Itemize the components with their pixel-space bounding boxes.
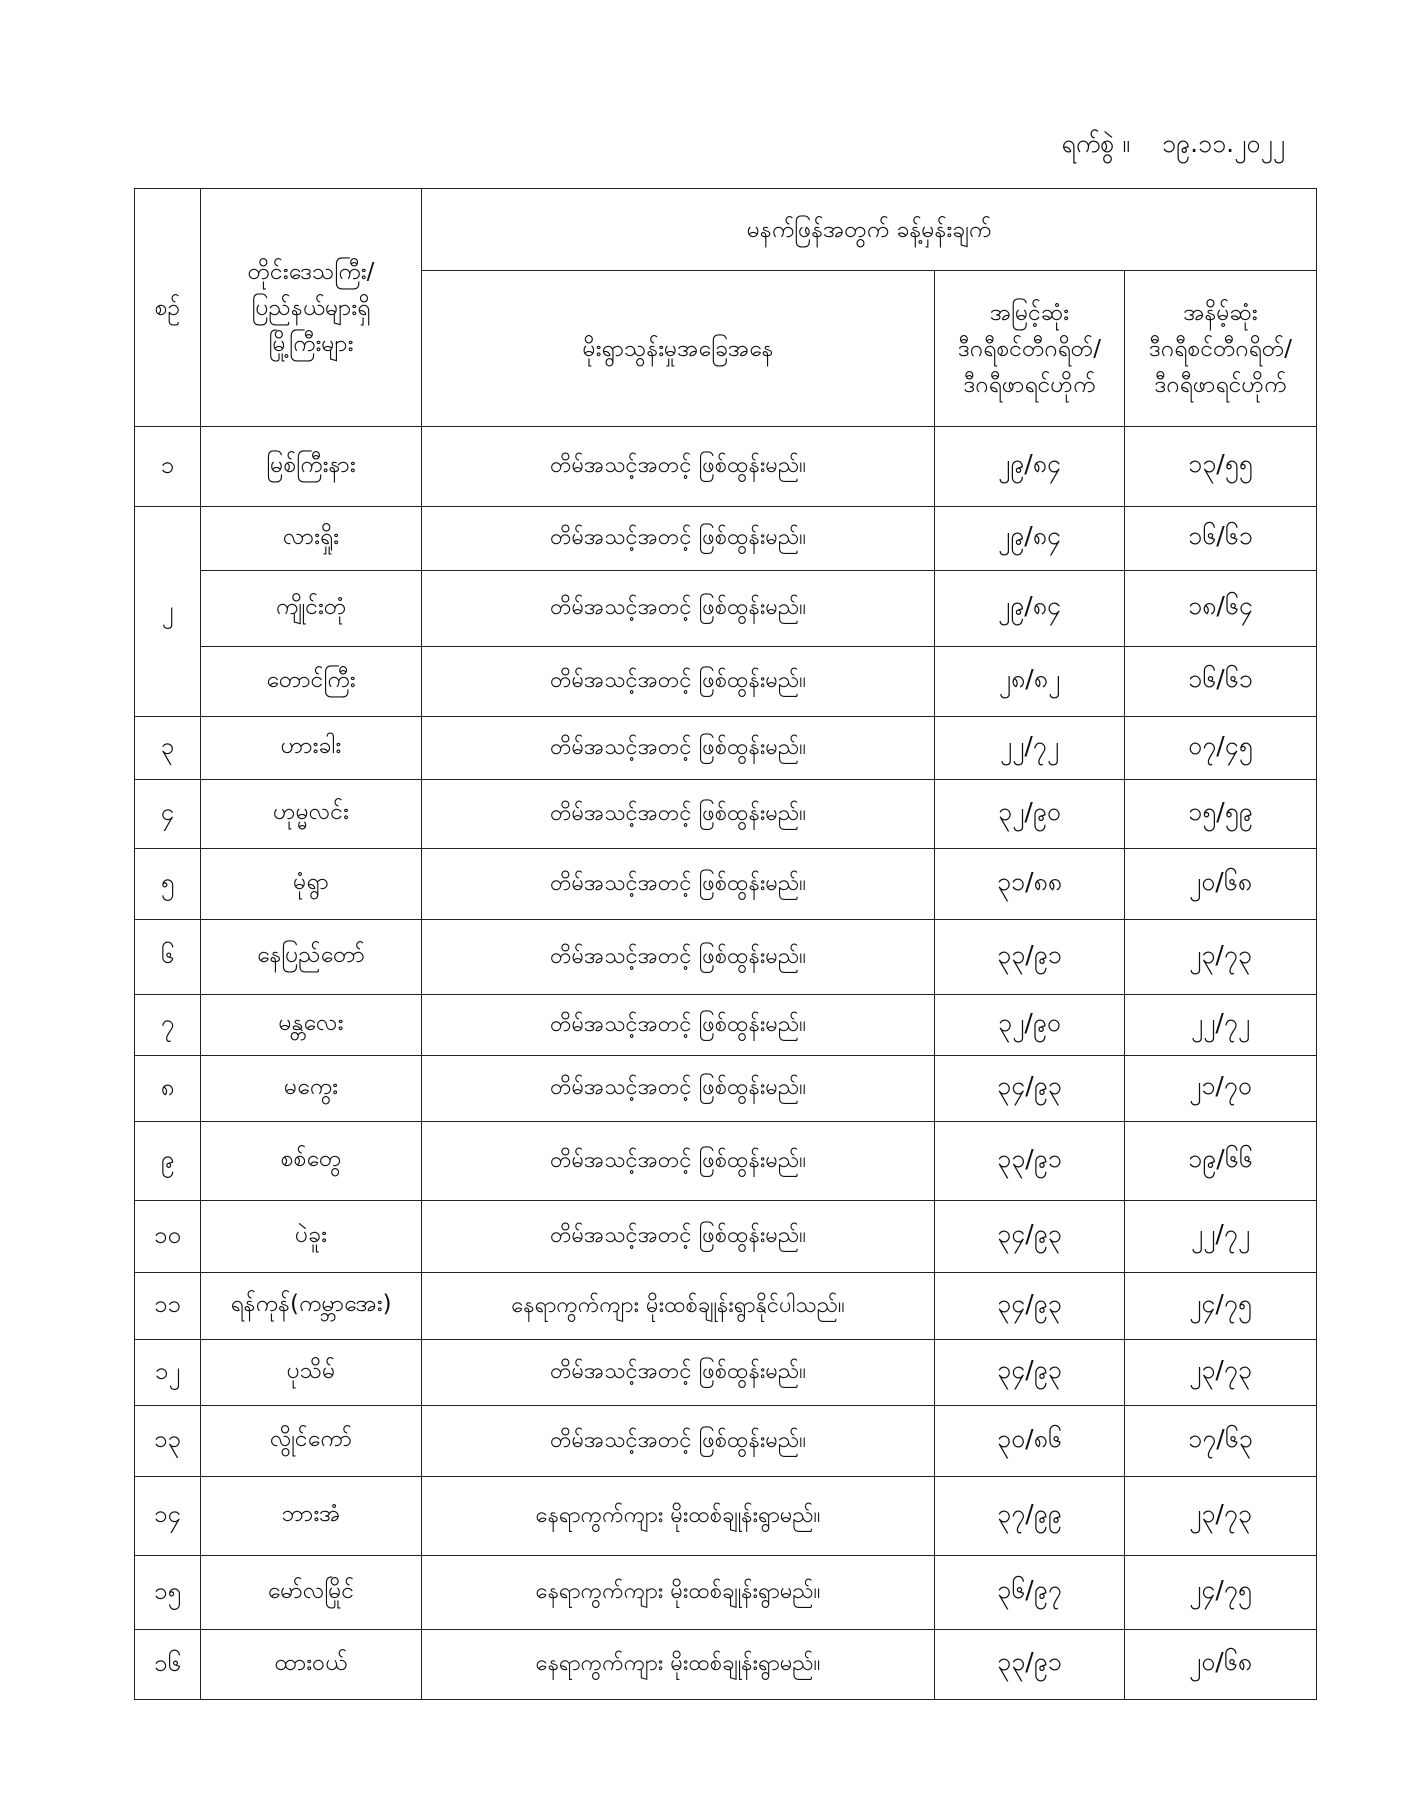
row-condition: တိမ်အသင့်အတင့် ဖြစ်ထွန်းမည်။ — [422, 717, 935, 780]
date-label: ရက်စွဲ ။ — [1061, 129, 1130, 158]
row-number: ၂ — [135, 507, 201, 717]
row-min-temp: ၁၃/၅၅ — [1125, 427, 1317, 507]
table-row — [135, 1122, 1317, 1201]
table-row — [135, 1201, 1317, 1273]
row-min-temp: ၂၄/၇၅ — [1125, 1273, 1317, 1340]
row-max-temp: ၂၉/၈၄ — [935, 427, 1125, 507]
row-condition: တိမ်အသင့်အတင့် ဖြစ်ထွန်းမည်။ — [422, 427, 935, 507]
col-header-city-line: တိုင်းဒေသကြီး/ — [247, 258, 375, 285]
row-city: နေပြည်တော် — [201, 920, 422, 995]
col-header-condition: မိုးရွာသွန်းမှုအခြေအနေ — [422, 271, 935, 427]
row-number: ၁၅ — [135, 1556, 201, 1630]
row-city: ပုသိမ် — [201, 1340, 422, 1406]
row-max-temp: ၂၉/၈၄ — [935, 571, 1125, 647]
row-min-temp: ၁၆/၆၁ — [1125, 647, 1317, 717]
row-city: ရန်ကုန်(ကမ္ဘာအေး) — [201, 1273, 422, 1340]
row-city: မုံရွာ — [201, 849, 422, 920]
weather-forecast-table — [134, 188, 1317, 1700]
row-number: ၁၁ — [135, 1273, 201, 1340]
col-header-max-line: ဒီဂရီဖာရင်ဟိုက် — [963, 371, 1096, 398]
row-condition: တိမ်အသင့်အတင့် ဖြစ်ထွန်းမည်။ — [422, 1122, 935, 1201]
row-number: ၁၃ — [135, 1406, 201, 1477]
row-min-temp: ၀၇/၄၅ — [1125, 717, 1317, 780]
row-city: ဟားခါး — [201, 717, 422, 780]
row-max-temp: ၃၃/၉၁ — [935, 1122, 1125, 1201]
row-max-temp: ၃၄/၉၃ — [935, 1273, 1125, 1340]
date-value: ၁၉.၁၁.၂၀၂၂ — [1161, 129, 1285, 158]
row-min-temp: ၂၂/၇၂ — [1125, 995, 1317, 1056]
row-min-temp: ၂၃/၇၃ — [1125, 920, 1317, 995]
row-condition: တိမ်အသင့်အတင့် ဖြစ်ထွန်းမည်။ — [422, 1406, 935, 1477]
row-city: မကွေး — [201, 1056, 422, 1122]
col-header-min-line: အနိမ့်ဆုံး — [1183, 299, 1258, 326]
row-min-temp: ၂၃/၇၃ — [1125, 1477, 1317, 1556]
row-number: ၉ — [135, 1122, 201, 1201]
row-city: ဘားအံ — [201, 1477, 422, 1556]
table-row — [135, 427, 1317, 507]
row-max-temp: ၃၄/၉၃ — [935, 1340, 1125, 1406]
row-number: ၆ — [135, 920, 201, 995]
col-header-min-temp — [1125, 271, 1317, 427]
col-header-max-temp — [935, 271, 1125, 427]
row-condition: တိမ်အသင့်အတင့် ဖြစ်ထွန်းမည်။ — [422, 507, 935, 571]
row-number: ၁ — [135, 427, 201, 507]
row-condition: တိမ်အသင့်အတင့် ဖြစ်ထွန်းမည်။ — [422, 1340, 935, 1406]
row-min-temp: ၁၅/၅၉ — [1125, 780, 1317, 849]
table-row — [135, 1056, 1317, 1122]
table-row — [135, 571, 1317, 647]
row-max-temp: ၃၇/၉၉ — [935, 1477, 1125, 1556]
table-row — [135, 1273, 1317, 1340]
row-max-temp: ၃၃/၉၁ — [935, 1630, 1125, 1700]
row-city: တောင်ကြီး — [201, 647, 422, 717]
row-condition: တိမ်အသင့်အတင့် ဖြစ်ထွန်းမည်။ — [422, 780, 935, 849]
row-min-temp: ၂၃/၇၃ — [1125, 1340, 1317, 1406]
col-header-city — [201, 189, 422, 427]
row-condition: တိမ်အသင့်အတင့် ဖြစ်ထွန်းမည်။ — [422, 1056, 935, 1122]
row-city: ထားဝယ် — [201, 1630, 422, 1700]
row-condition: တိမ်အသင့်အတင့် ဖြစ်ထွန်းမည်။ — [422, 571, 935, 647]
row-max-temp: ၃၃/၉၁ — [935, 920, 1125, 995]
row-city: ပဲခူး — [201, 1201, 422, 1273]
row-min-temp: ၁၈/၆၄ — [1125, 571, 1317, 647]
row-condition: တိမ်အသင့်အတင့် ဖြစ်ထွန်းမည်။ — [422, 920, 935, 995]
col-header-min-line: ဒီဂရီစင်တီဂရိတ်/ — [1149, 335, 1292, 362]
row-condition: တိမ်အသင့်အတင့် ဖြစ်ထွန်းမည်။ — [422, 995, 935, 1056]
row-city: ကျိုင်းတုံ — [201, 571, 422, 647]
row-condition: နေရာကွက်ကျား မိုးထစ်ချုန်းရွာမည်။ — [422, 1556, 935, 1630]
row-min-temp: ၂၀/၆၈ — [1125, 1630, 1317, 1700]
row-max-temp: ၃၂/၉၀ — [935, 995, 1125, 1056]
row-max-temp: ၃၁/၈၈ — [935, 849, 1125, 920]
row-min-temp: ၁၉/၆၆ — [1125, 1122, 1317, 1201]
table-row — [135, 780, 1317, 849]
row-max-temp: ၂၂/၇၂ — [935, 717, 1125, 780]
table-row — [135, 849, 1317, 920]
table-row — [135, 1477, 1317, 1556]
row-condition: နေရာကွက်ကျား မိုးထစ်ချုန်းရွာမည်။ — [422, 1477, 935, 1556]
row-city: ဟုမ္မလင်း — [201, 780, 422, 849]
table-row — [135, 717, 1317, 780]
row-number: ၇ — [135, 995, 201, 1056]
row-min-temp: ၂၁/၇၀ — [1125, 1056, 1317, 1122]
row-city: လားရှိုး — [201, 507, 422, 571]
row-city: မော်လမြိုင် — [201, 1556, 422, 1630]
row-condition: တိမ်အသင့်အတင့် ဖြစ်ထွန်းမည်။ — [422, 1201, 935, 1273]
table-row — [135, 1406, 1317, 1477]
row-min-temp: ၁၇/၆၃ — [1125, 1406, 1317, 1477]
table-row — [135, 647, 1317, 717]
row-max-temp: ၃၆/၉၇ — [935, 1556, 1125, 1630]
row-min-temp: ၂၄/၇၅ — [1125, 1556, 1317, 1630]
col-header-max-line: ဒီဂရီစင်တီဂရိတ်/ — [958, 335, 1101, 362]
row-number: ၁၄ — [135, 1477, 201, 1556]
report-date — [1062, 128, 1285, 165]
table-row — [135, 507, 1317, 571]
row-max-temp: ၃၄/၉၃ — [935, 1201, 1125, 1273]
col-header-city-line: ပြည်နယ်များရှိ — [251, 294, 371, 321]
row-condition: တိမ်အသင့်အတင့် ဖြစ်ထွန်းမည်။ — [422, 849, 935, 920]
row-city: စစ်တွေ — [201, 1122, 422, 1201]
row-number: ၅ — [135, 849, 201, 920]
row-min-temp: ၂၀/၆၈ — [1125, 849, 1317, 920]
table-row — [135, 1630, 1317, 1700]
table-row — [135, 920, 1317, 995]
group-header-forecast: မနက်ဖြန်အတွက် ခန့်မှန်းချက် — [422, 189, 1317, 271]
row-condition: တိမ်အသင့်အတင့် ဖြစ်ထွန်းမည်။ — [422, 647, 935, 717]
row-city: မန္တလေး — [201, 995, 422, 1056]
row-number: ၁၀ — [135, 1201, 201, 1273]
table-row — [135, 1556, 1317, 1630]
col-header-city-line: မြို့ကြီးများ — [268, 330, 354, 357]
table-row — [135, 1340, 1317, 1406]
row-max-temp: ၃၀/၈၆ — [935, 1406, 1125, 1477]
row-condition: နေရာကွက်ကျား မိုးထစ်ချုန်းရွာမည်။ — [422, 1630, 935, 1700]
col-header-no: စဉ် — [135, 189, 201, 427]
row-number: ၁၆ — [135, 1630, 201, 1700]
table-row — [135, 995, 1317, 1056]
row-number: ၄ — [135, 780, 201, 849]
row-max-temp: ၂၈/၈၂ — [935, 647, 1125, 717]
col-header-max-line: အမြင့်ဆုံး — [990, 299, 1069, 326]
row-min-temp: ၂၂/၇၂ — [1125, 1201, 1317, 1273]
row-max-temp: ၂၉/၈၄ — [935, 507, 1125, 571]
row-number: ၈ — [135, 1056, 201, 1122]
col-header-min-line: ဒီဂရီဖာရင်ဟိုက် — [1154, 371, 1287, 398]
row-city: မြစ်ကြီးနား — [201, 427, 422, 507]
row-condition: နေရာကွက်ကျား မိုးထစ်ချုန်းရွာနိုင်ပါသည်။ — [422, 1273, 935, 1340]
row-min-temp: ၁၆/၆၁ — [1125, 507, 1317, 571]
row-max-temp: ၃၂/၉၀ — [935, 780, 1125, 849]
row-max-temp: ၃၄/၉၃ — [935, 1056, 1125, 1122]
row-city: လွိုင်ကော် — [201, 1406, 422, 1477]
row-number: ၃ — [135, 717, 201, 780]
row-number: ၁၂ — [135, 1340, 201, 1406]
